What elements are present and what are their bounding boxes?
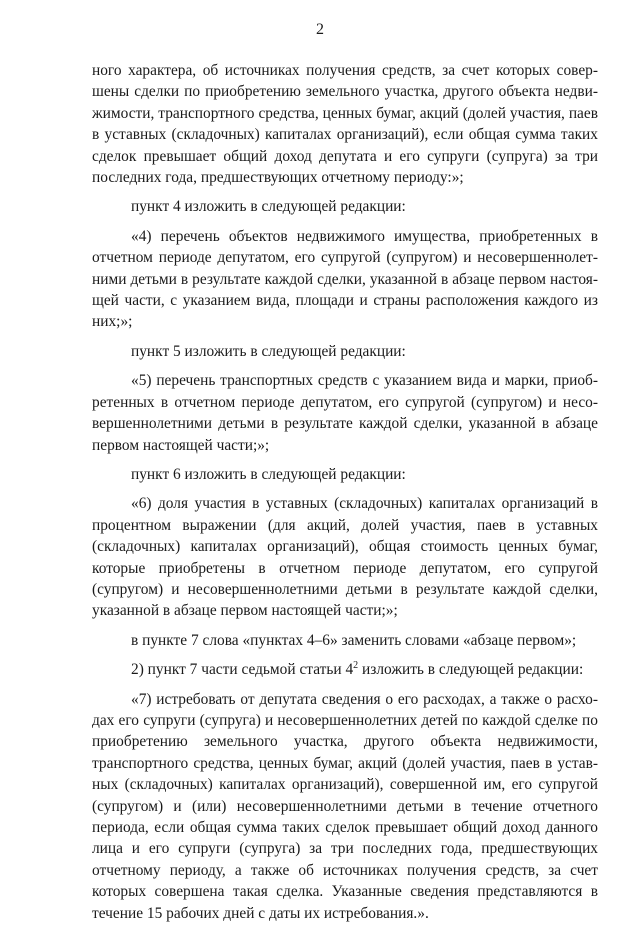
paragraph-item-5: «5) перечень транспортных средств с указанием вида и марки, приобретенных в отчетном периоде депутатом, его супругой (супругом) и несовершеннолетними детьми в результате каждой сделки, указанной в абзаце первом настоящей части;»; (92, 372, 598, 454)
page-number: 2 (316, 21, 324, 38)
paragraph-item-7-words: в пункте 7 слова «пунктах 4–6» заменить словами «абзаце первом»; (131, 631, 577, 649)
paragraph-continuation: ного характера, об источниках получения средств, за счет которых совершены сделки по приобретению земельного участка, другого объекта недвижимости, транспортного средства, ценных бумаг, акций (долей участия, паев в уставных (складочных) капиталах организаций), если общая сумма таких сделок превышает общий доход депутата и его супруги (супруга) за три последних года, предшествующих отчетному периоду:»; (92, 62, 598, 187)
document-body (92, 60, 598, 932)
paragraph-item-5-intro: пункт 5 изложить в следующей редакции: (131, 342, 406, 360)
paragraph-item-6: «6) доля участия в уставных (складочных) капиталах организаций в процентном выражении (для акций, долей участия, паев в уставных (складочных) капиталах организаций), общая стоимость ценных бумаг, которые приобретены в отчетном периоде депутатом, его супругой (супругом) и несовершеннолетними детьми в результате каждой сделки, указанной в абзаце первом настоящей части;»; (92, 495, 598, 620)
paragraph-item-6-intro: пункт 6 изложить в следующей редакции: (131, 465, 406, 483)
amendment-2-before: 2) пункт 7 части седьмой статьи 4 (131, 661, 354, 679)
paragraph-item-4: «4) перечень объектов недвижимого имущества, приобретенных в отчетном периоде депутатом, его супругой (супругом) и несовершеннолетними детьми в результате каждой сделки, указанной в абзаце первом настоящей части, с указанием вида, площади и страны расположения каждого из них;»; (92, 227, 598, 331)
paragraph-item-7: «7) истребовать от депутата сведения о его расходах, а также о расходах его супруги (супруга) и несовершеннолетних детей по каждой сделке по приобретению земельного участка, другого объекта недвижимости, транспортного средства, ценных бумаг, акций (долей участия, паев в уставных (складочных) капиталах организаций), совершенной им, его супругой (супругом) и (или) несовершеннолетними детьми в течение отчетного периода, если общая сумма таких сделок превышает общий доход данного лица и его супруги (супруга) за три последних года, предшествующих отчетному периоду, а также об источниках получения средств, за счет которых совершена такая сделка. Указанные сведения представляются в течение 15 рабочих дней с даты их истребования.». (92, 690, 598, 922)
paragraph-amendment-2 (92, 659, 598, 680)
amendment-2-after: изложить в следующей редакции: (358, 661, 584, 679)
article-superscript: 2 (353, 660, 359, 672)
paragraph-item-4-intro: пункт 4 изложить в следующей редакции: (131, 198, 406, 216)
